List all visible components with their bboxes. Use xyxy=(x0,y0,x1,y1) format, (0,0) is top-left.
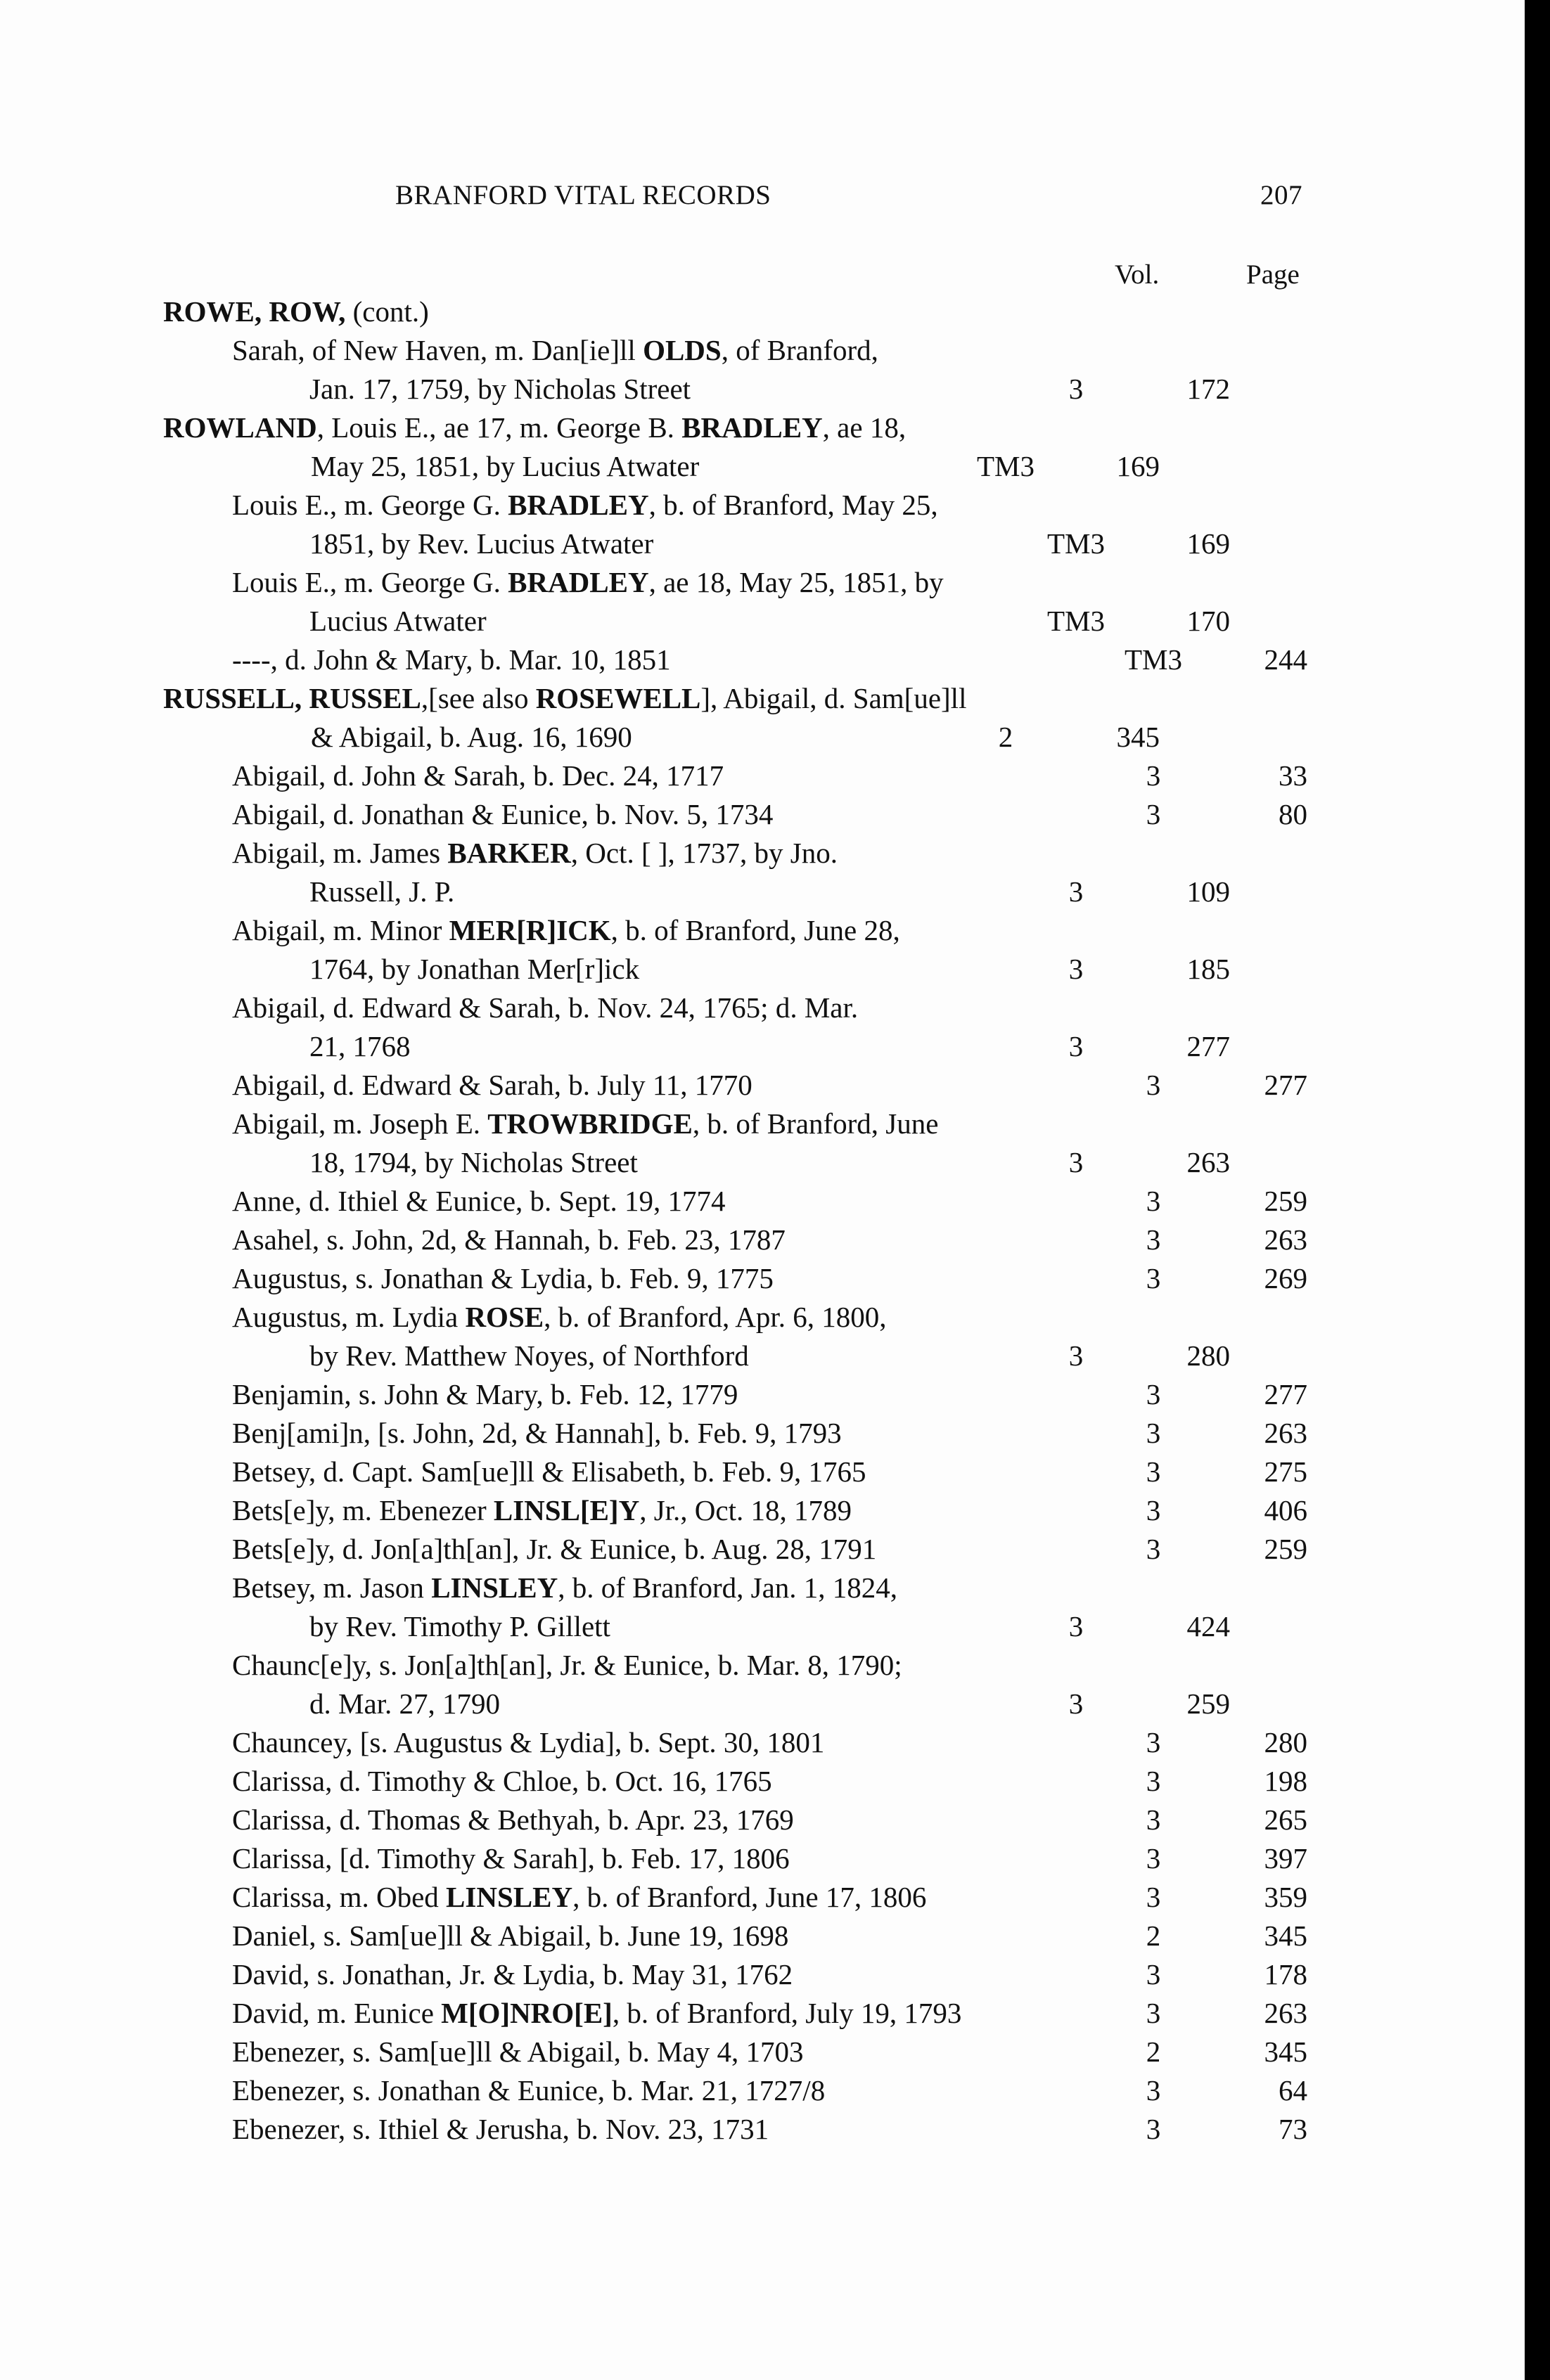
entry-text: 21, 1768 xyxy=(309,1030,411,1062)
running-title: BRANFORD VITAL RECORDS xyxy=(395,180,771,210)
volume-value: 3 xyxy=(1068,373,1084,405)
entry-line xyxy=(232,1105,1525,1143)
page-value: 277 xyxy=(1264,1069,1307,1101)
entry-line xyxy=(232,1182,1525,1221)
page-value: 263 xyxy=(1264,1417,1307,1449)
entry-continuation-line xyxy=(163,447,1525,486)
volume-value: 3 xyxy=(1146,1069,1161,1101)
entry-line xyxy=(232,1530,1525,1569)
page-value: 280 xyxy=(1264,1726,1307,1758)
entry-text: 1764, by Jonathan Mer[r]ick xyxy=(309,953,640,985)
entry-line xyxy=(232,486,1525,525)
volume-value: 3 xyxy=(1068,1030,1084,1062)
entry-text: Abigail, m. James xyxy=(232,837,448,869)
entry-text: Abigail, d. Edward & Sarah, b. Nov. 24, 1765; d. Mar. xyxy=(232,991,859,1024)
entry-line xyxy=(232,1491,1525,1530)
page-value: 345 xyxy=(1264,1919,1307,1952)
record-entry xyxy=(0,1182,1525,1221)
record-entry xyxy=(0,1762,1525,1801)
entry-name-bold: RUSSELL, RUSSEL xyxy=(163,682,421,714)
record-entry xyxy=(0,1221,1525,1259)
page-value: 263 xyxy=(1186,1146,1230,1178)
entry-text: Chaunc[e]y, s. Jon[a]th[an], Jr. & Eunice, b. Mar. 8, 1790; xyxy=(232,1649,902,1681)
entry-text: , b. of Branford, June 17, 1806 xyxy=(572,1881,927,1913)
volume-value: 3 xyxy=(1146,1958,1161,1990)
volume-value: 3 xyxy=(1146,759,1161,792)
entry-line xyxy=(232,834,1525,873)
entry-text: Ebenezer, s. Ithiel & Jerusha, b. Nov. 23, 1731 xyxy=(232,2113,769,2145)
record-entry xyxy=(0,1878,1525,1917)
entry-text: Anne, d. Ithiel & Eunice, b. Sept. 19, 1774 xyxy=(232,1185,726,1217)
record-entry xyxy=(0,1414,1525,1453)
entry-name-bold: BRADLEY xyxy=(681,411,823,444)
record-entry xyxy=(0,1259,1525,1298)
entry-text: May 25, 1851, by Lucius Atwater xyxy=(311,450,700,482)
entry-text: Betsey, d. Capt. Sam[ue]ll & Elisabeth, b. Feb. 9, 1765 xyxy=(232,1455,866,1488)
entry-text: Abigail, m. Minor xyxy=(232,914,449,946)
volume-value: 3 xyxy=(1146,2074,1161,2106)
entry-text: Bets[e]y, d. Jon[a]th[an], Jr. & Eunice, b. Aug. 28, 1791 xyxy=(232,1533,877,1565)
entry-continuation-line xyxy=(232,1027,1525,1066)
entry-line xyxy=(163,679,1525,718)
entry-text: Clarissa, d. Timothy & Chloe, b. Oct. 16, 1765 xyxy=(232,1765,772,1797)
entry-line xyxy=(232,1453,1525,1491)
entry-name-bold: TROWBRIDGE xyxy=(487,1107,693,1140)
volume-value: 3 xyxy=(1146,1417,1161,1449)
record-entry xyxy=(0,1530,1525,1569)
record-entry xyxy=(0,1955,1525,1994)
page-value: 172 xyxy=(1186,373,1230,405)
volume-value: 2 xyxy=(998,721,1013,753)
page-value: 424 xyxy=(1186,1610,1230,1642)
volume-value: 3 xyxy=(1146,1726,1161,1758)
volume-value: TM3 xyxy=(1125,643,1182,676)
record-entry xyxy=(0,757,1525,795)
entry-line xyxy=(232,1917,1525,1955)
entry-continuation-line xyxy=(232,873,1525,911)
page-value: 345 xyxy=(1264,2035,1307,2068)
entry-line xyxy=(232,1066,1525,1105)
entry-text: (cont.) xyxy=(352,295,429,328)
record-entry xyxy=(0,1298,1525,1375)
entry-text: Abigail, d. John & Sarah, b. Dec. 24, 1717 xyxy=(232,759,724,792)
page-value: 33 xyxy=(1279,759,1307,792)
entry-line xyxy=(232,1569,1525,1607)
page-value: 259 xyxy=(1264,1533,1307,1565)
entry-name-bold: ROSEWELL xyxy=(535,682,701,714)
page-value: 345 xyxy=(1116,721,1160,753)
entry-line xyxy=(232,1375,1525,1414)
volume-value: 3 xyxy=(1146,1494,1161,1526)
entry-name-bold: BRADLEY xyxy=(508,566,649,598)
volume-value: 3 xyxy=(1146,798,1161,830)
page-value: 277 xyxy=(1186,1030,1230,1062)
entry-line xyxy=(232,1259,1525,1298)
record-entry xyxy=(0,1994,1525,2033)
entry-continuation-line xyxy=(232,950,1525,989)
entry-text: , b. of Branford, July 19, 1793 xyxy=(612,1997,962,2029)
entry-line xyxy=(232,1723,1525,1762)
record-entry xyxy=(0,1801,1525,1839)
page-value: 265 xyxy=(1264,1803,1307,1836)
page-value: 185 xyxy=(1186,953,1230,985)
record-entry xyxy=(0,1491,1525,1530)
entry-text: , Oct. [ ], 1737, by Jno. xyxy=(570,837,838,869)
volume-value: 3 xyxy=(1068,875,1084,908)
page-value: 170 xyxy=(1186,605,1230,637)
entry-line xyxy=(232,641,1525,679)
entry-text: , b. of Branford, May 25, xyxy=(648,489,938,521)
entry-text: d. Mar. 27, 1790 xyxy=(309,1687,501,1720)
entry-name-bold: BARKER xyxy=(447,837,571,869)
entry-name-bold: ROWE, ROW, xyxy=(163,295,353,328)
entry-text: Lucius Atwater xyxy=(309,605,487,637)
entry-text: David, s. Jonathan, Jr. & Lydia, b. May 31, 1762 xyxy=(232,1958,793,1990)
page-value: 397 xyxy=(1264,1842,1307,1874)
record-entry xyxy=(0,641,1525,679)
entry-line xyxy=(232,911,1525,950)
entry-text: , Jr., Oct. 18, 1789 xyxy=(639,1494,852,1526)
record-entry xyxy=(0,795,1525,834)
entry-line xyxy=(232,2071,1525,2110)
page-value: 169 xyxy=(1116,450,1160,482)
entry-line xyxy=(232,1801,1525,1839)
entry-name-bold: LINSLEY xyxy=(431,1571,558,1604)
entry-text: Clarissa, m. Obed xyxy=(232,1881,447,1913)
entry-line xyxy=(232,2110,1525,2149)
record-entry xyxy=(0,1646,1525,1723)
volume-value: 3 xyxy=(1068,1687,1084,1720)
entry-text: Asahel, s. John, 2d, & Hannah, b. Feb. 23, 1787 xyxy=(232,1223,786,1256)
entry-continuation-line xyxy=(232,525,1525,563)
page-value: 80 xyxy=(1279,798,1307,830)
entry-text: , of Branford, xyxy=(721,334,878,366)
record-entry xyxy=(0,486,1525,563)
entry-text: Ebenezer, s. Jonathan & Eunice, b. Mar. 21, 1727/8 xyxy=(232,2074,826,2106)
entry-continuation-line xyxy=(232,1685,1525,1723)
record-entry xyxy=(0,1105,1525,1182)
record-entry xyxy=(0,1066,1525,1105)
entry-text: ], Abigail, d. Sam[ue]ll xyxy=(700,682,967,714)
volume-value: 3 xyxy=(1146,1262,1161,1294)
page-value: 73 xyxy=(1279,2113,1307,2145)
page-value: 263 xyxy=(1264,1223,1307,1256)
entry-line xyxy=(232,757,1525,795)
page-value: 64 xyxy=(1279,2074,1307,2106)
surname-entry xyxy=(0,409,1525,486)
record-list xyxy=(0,292,1525,2149)
record-entry xyxy=(0,834,1525,911)
volume-value: 2 xyxy=(1146,2035,1161,2068)
entry-text: , ae 18, May 25, 1851, by xyxy=(648,566,944,598)
entry-line xyxy=(232,1646,1525,1685)
entry-line xyxy=(163,409,1525,447)
entry-text: Augustus, m. Lydia xyxy=(232,1301,466,1333)
page-value: 263 xyxy=(1264,1997,1307,2029)
page-value: 269 xyxy=(1264,1262,1307,1294)
entry-text: Sarah, of New Haven, m. Dan[ie]ll xyxy=(232,334,643,366)
entry-continuation-line xyxy=(232,1607,1525,1646)
entry-text: , ae 18, xyxy=(822,411,907,444)
volume-value: 3 xyxy=(1146,1185,1161,1217)
entry-name-bold: MER[R]ICK xyxy=(449,914,611,946)
volume-value: TM3 xyxy=(1047,605,1105,637)
entry-line xyxy=(232,563,1525,602)
volume-value: 3 xyxy=(1068,1339,1084,1372)
entry-text: & Abigail, b. Aug. 16, 1690 xyxy=(311,721,632,753)
volume-value: TM3 xyxy=(1047,527,1105,560)
record-entry xyxy=(0,911,1525,989)
page-value: 277 xyxy=(1264,1378,1307,1410)
record-entry xyxy=(0,1569,1525,1646)
volume-value: 3 xyxy=(1068,953,1084,985)
entry-line xyxy=(232,1955,1525,1994)
entry-line xyxy=(232,1839,1525,1878)
entry-text: , b. of Branford, Apr. 6, 1800, xyxy=(544,1301,887,1333)
page-value: 359 xyxy=(1264,1881,1307,1913)
volume-value: 3 xyxy=(1146,1842,1161,1874)
page-value: 259 xyxy=(1264,1185,1307,1217)
volume-value: TM3 xyxy=(977,450,1035,482)
entry-line xyxy=(232,795,1525,834)
entry-text: Abigail, d. Edward & Sarah, b. July 11, 1770 xyxy=(232,1069,752,1101)
record-entry xyxy=(0,331,1525,409)
entry-text: Betsey, m. Jason xyxy=(232,1571,432,1604)
volume-value: 3 xyxy=(1146,2113,1161,2145)
entry-text: by Rev. Timothy P. Gillett xyxy=(309,1610,610,1642)
entry-line xyxy=(232,331,1525,370)
volume-value: 3 xyxy=(1146,1378,1161,1410)
entry-text: Abigail, d. Jonathan & Eunice, b. Nov. 5, 1734 xyxy=(232,798,774,830)
volume-value: 3 xyxy=(1146,1803,1161,1836)
entry-name-bold: BRADLEY xyxy=(508,489,649,521)
page-value: 244 xyxy=(1264,643,1307,676)
entry-text: by Rev. Matthew Noyes, of Northford xyxy=(309,1339,749,1372)
entry-text: Daniel, s. Sam[ue]ll & Abigail, b. June 19, 1698 xyxy=(232,1919,789,1952)
entry-line xyxy=(232,2033,1525,2071)
entry-continuation-line xyxy=(232,1337,1525,1375)
entry-text: , b. of Branford, June 28, xyxy=(610,914,900,946)
page-value: 178 xyxy=(1264,1958,1307,1990)
record-entry xyxy=(0,1453,1525,1491)
entry-name-bold: LINSL[E]Y xyxy=(493,1494,640,1526)
volume-value: 3 xyxy=(1146,1765,1161,1797)
volume-value: 3 xyxy=(1146,1223,1161,1256)
entry-text: ,[see also xyxy=(421,682,536,714)
entry-text: Augustus, s. Jonathan & Lydia, b. Feb. 9, 1775 xyxy=(232,1262,774,1294)
record-entry xyxy=(0,989,1525,1066)
entry-text: Clarissa, [d. Timothy & Sarah], b. Feb. 17, 1806 xyxy=(232,1842,790,1874)
document-page: BRANFORD VITAL RECORDS 207 Vol. Page ROWE, ROW, (cont.) Sarah, of New Haven, m. Dan[ie]ll OLDS, of Branford, Jan. 17, 1759, by Nicholas Street 3 172 ROWLAND, Louis E., ae 17, m. George B. BRADLEY, ae 18, May 25, 1851, by Lucius Atwater TM3 169 Louis E., m. George G. BRADLEY, b. of Branford, May 25, 1851, by Rev. Lucius Atwater TM3 169 Louis E., m. George G. BRADLEY, ae 18, May 25, 1851, by Lucius Atwater TM3 170 ----, d. John & Mary, b. Mar. 10, 1851 TM3 244 RUSSELL, RUSSEL,[see also ROSEWELL], Abigail, d. Sam[ue]ll & Abigail, b. Aug. 16, 1690 2 345 Abigail, d. John & Sarah, b. Dec. 24, 1717 3 33 Abigail, d. Jonathan & Eunice, b. Nov. 5, 1734 3 80 Abigail, m. James BARKER, Oct. [ ], 1737, by Jno. Russell, J. P. 3 109 Abigail, m. Minor MER[R]ICK, b. of Branford, June 28, 1764, by Jonathan Mer[r]ick 3 185 Abigail, d. Edward & Sarah, b. Nov. 24, 1765; d. Mar. 21, 1768 3 277 Abigail, d. Edward & Sarah, b. July 11, 1770 3 277 Abigail, m. Joseph E. TROWBRIDGE, b. of Branford, June 18, 1794, by Nicholas Street 3 263 Anne, d. Ithiel & Eunice, b. Sept. 19, 1774 3 259 Asahel, s. John, 2d, & Hannah, b. Feb. 23, 1787 3 263 Augustus, s. Jonathan & Lydia, b. Feb. 9, 1775 3 269 Augustus, m. Lydia ROSE, b. of Branford, Apr. 6, 1800, by Rev. Matthew Noyes, of Northford 3 280 Benjamin, s. John & Mary, b. Feb. 12, 1779 3 277 Benj[ami]n, [s. John, 2d, & Hannah], b. Feb. 9, 1793 3 263 Betsey, d. Capt. Sam[ue]ll & Elisabeth, b. Feb. 9, 1765 3 275 Bets[e]y, m. Ebenezer LINSL[E]Y, Jr., Oct. 18, 1789 3 406 Bets[e]y, d. Jon[a]th[an], Jr. & Eunice, b. Aug. 28, 1791 3 259 Betsey, m. Jason LINSLEY, b. of Branford, Jan. 1, 1824, by Rev. Timothy P. Gillett 3 424 Chaunc[e]y, s. Jon[a]th[an], Jr. & Eunice, b. Mar. 8, 1790; d. Mar. 27, 1790 3 259 Chauncey, [s. Augustus & Lydia], b. Sept. 30, 1801 3 280 Clarissa, d. Timothy & Chloe, b. Oct. 16, 1765 3 198 Clarissa, d. Thomas & Bethyah, b. Apr. 23, 1769 3 265 Clarissa, [d. Timothy & Sarah], b. Feb. 17, 1806 3 397 Clarissa, m. Obed LINSLEY, b. of Branford, June 17, 1806 3 359 Daniel, s. Sam[ue]ll & Abigail, b. June 19, 1698 2 345 David, s. Jonathan, Jr. & Lydia, b. May 31, 1762 3 178 David, m. Eunice M[O]NRO[E], b. of Branford, July 19, 1793 3 263 Ebenezer, s. Sam[ue]ll & Abigail, b. May 4, 1703 2 345 Ebenezer, s. Jonathan & Eunice, b. Mar. 21, 1727/8 3 64 Ebenezer, s. Ithiel & Jerusha, b. Nov. 23, 1731 3 73 xyxy=(0,0,1525,2380)
record-entry xyxy=(0,1375,1525,1414)
surname-entry xyxy=(0,292,1525,331)
entry-text: Ebenezer, s. Sam[ue]ll & Abigail, b. May 4, 1703 xyxy=(232,2035,804,2068)
entry-name-bold: LINSLEY xyxy=(446,1881,573,1913)
record-entry xyxy=(0,1917,1525,1955)
entry-text: Russell, J. P. xyxy=(309,875,455,908)
volume-value: 3 xyxy=(1068,1146,1084,1178)
record-entry xyxy=(0,563,1525,641)
entry-text: Benj[ami]n, [s. John, 2d, & Hannah], b. Feb. 9, 1793 xyxy=(232,1417,842,1449)
entry-line xyxy=(232,1762,1525,1801)
entry-text: ----, d. John & Mary, b. Mar. 10, 1851 xyxy=(232,643,671,676)
entry-name-bold: ROSE xyxy=(465,1301,544,1333)
entry-text: Benjamin, s. John & Mary, b. Feb. 12, 1779 xyxy=(232,1378,738,1410)
entry-name-bold: M[O]NRO[E] xyxy=(441,1997,613,2029)
entry-line xyxy=(232,1414,1525,1453)
page-column-header: Page xyxy=(1246,259,1300,290)
entry-text: , Louis E., ae 17, m. George B. xyxy=(316,411,682,444)
page-value: 169 xyxy=(1186,527,1230,560)
volume-value: 3 xyxy=(1146,1455,1161,1488)
entry-name-bold: ROWLAND xyxy=(163,411,317,444)
entry-line xyxy=(163,292,1525,331)
page-number: 207 xyxy=(1260,180,1302,210)
record-entry xyxy=(0,2110,1525,2149)
entry-line xyxy=(232,1878,1525,1917)
entry-text: Bets[e]y, m. Ebenezer xyxy=(232,1494,494,1526)
volume-value: 2 xyxy=(1146,1919,1161,1952)
record-entry xyxy=(0,2071,1525,2110)
entry-line xyxy=(232,1994,1525,2033)
entry-line xyxy=(232,989,1525,1027)
page-value: 406 xyxy=(1264,1494,1307,1526)
page-value: 198 xyxy=(1264,1765,1307,1797)
entry-continuation-line xyxy=(232,370,1525,409)
entry-text: , b. of Branford, June xyxy=(692,1107,939,1140)
entry-continuation-line xyxy=(232,1143,1525,1182)
entry-continuation-line xyxy=(232,602,1525,641)
entry-text: , b. of Branford, Jan. 1, 1824, xyxy=(558,1571,898,1604)
entry-text: Jan. 17, 1759, by Nicholas Street xyxy=(309,373,691,405)
page-value: 259 xyxy=(1186,1687,1230,1720)
entry-name-bold: OLDS xyxy=(643,334,722,366)
entry-line xyxy=(232,1298,1525,1337)
volume-value: 3 xyxy=(1146,1533,1161,1565)
entry-text: Chauncey, [s. Augustus & Lydia], b. Sept. 30, 1801 xyxy=(232,1726,825,1758)
surname-entry xyxy=(0,679,1525,757)
entry-text: David, m. Eunice xyxy=(232,1997,442,2029)
entry-continuation-line xyxy=(163,718,1525,757)
record-entry xyxy=(0,1839,1525,1878)
record-entry xyxy=(0,2033,1525,2071)
entry-text: 18, 1794, by Nicholas Street xyxy=(309,1146,638,1178)
entry-text: 1851, by Rev. Lucius Atwater xyxy=(309,527,654,560)
entry-text: Clarissa, d. Thomas & Bethyah, b. Apr. 23, 1769 xyxy=(232,1803,794,1836)
entry-text: Louis E., m. George G. xyxy=(232,489,508,521)
entry-text: Abigail, m. Joseph E. xyxy=(232,1107,488,1140)
volume-value: 3 xyxy=(1068,1610,1084,1642)
volume-value: 3 xyxy=(1146,1997,1161,2029)
entry-line xyxy=(232,1221,1525,1259)
entry-text: Louis E., m. George G. xyxy=(232,566,508,598)
volume-value: 3 xyxy=(1146,1881,1161,1913)
record-entry xyxy=(0,1723,1525,1762)
page-value: 109 xyxy=(1186,875,1230,908)
page-value: 275 xyxy=(1264,1455,1307,1488)
page-value: 280 xyxy=(1186,1339,1230,1372)
